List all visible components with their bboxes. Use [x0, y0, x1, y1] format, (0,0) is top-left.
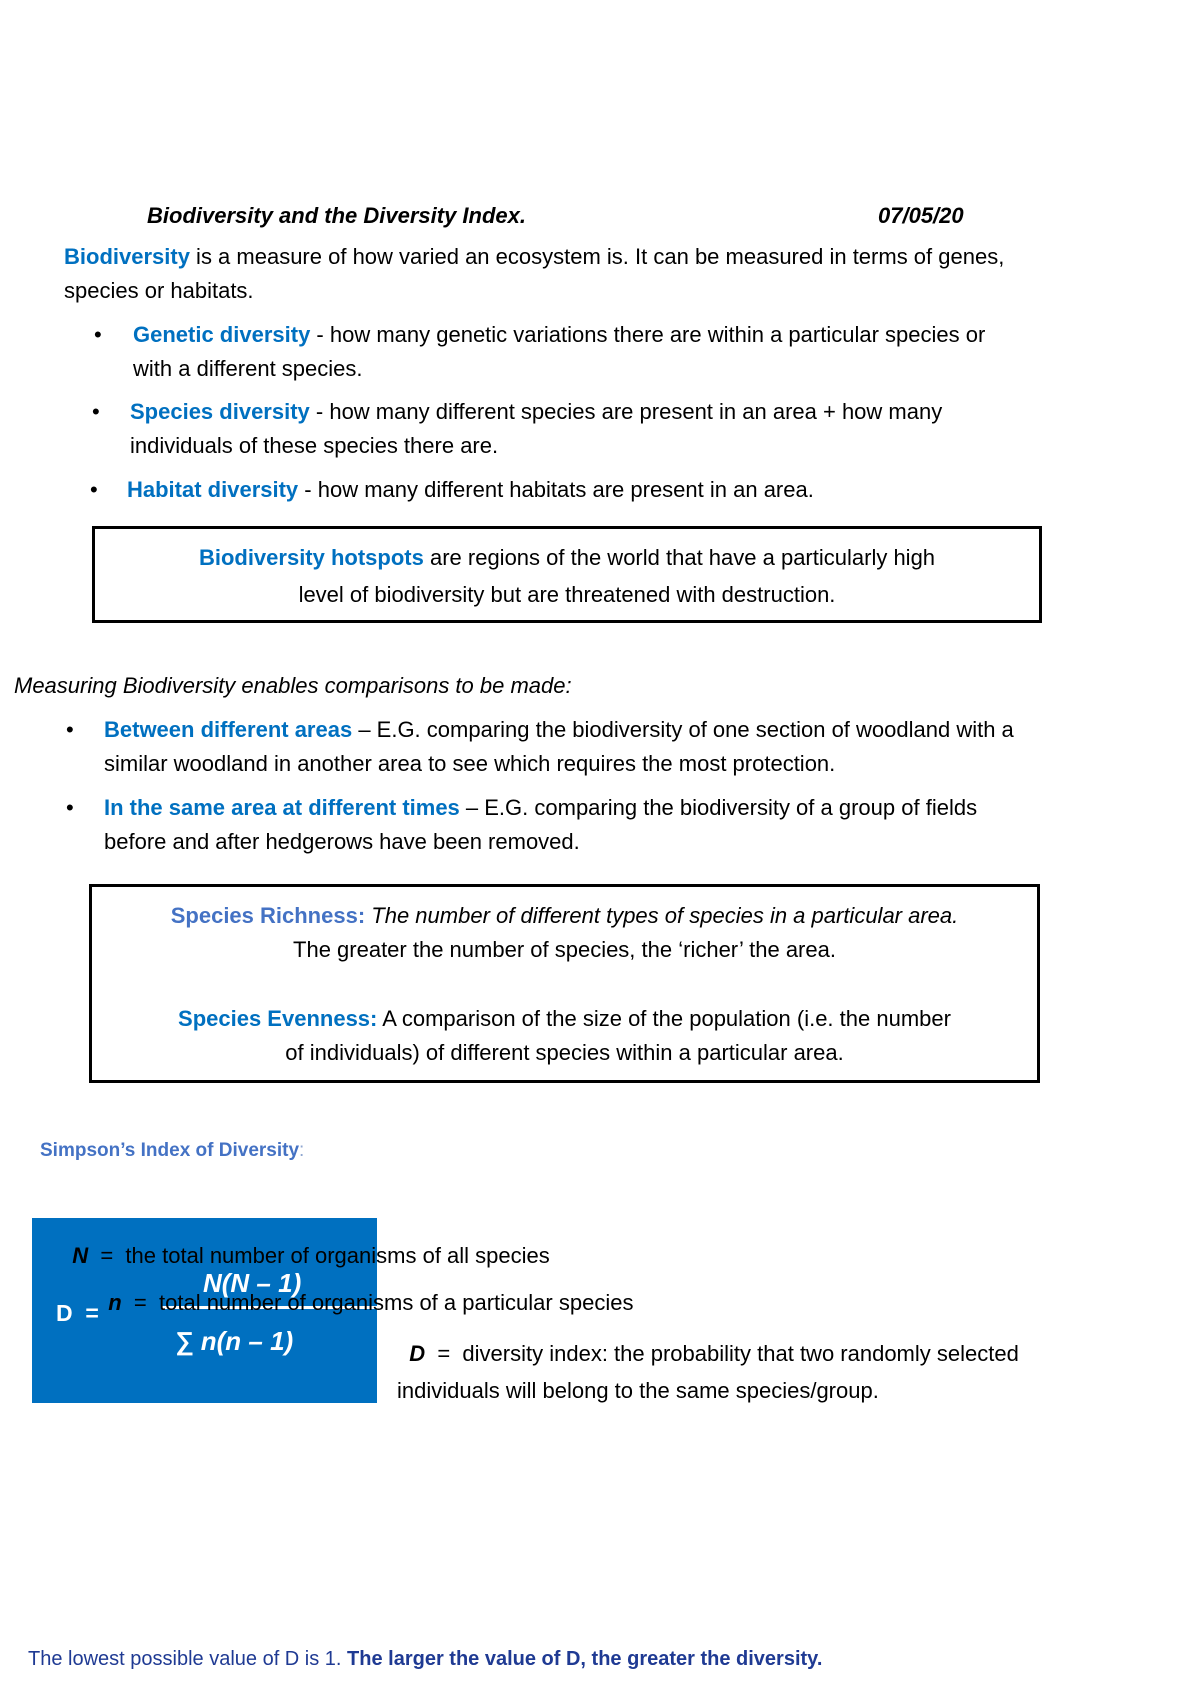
formula-denominator: ∑ n(n – 1): [175, 1326, 294, 1356]
hotspot-term: Biodiversity hotspots: [198, 545, 424, 570]
definition-symbol: N: [72, 1243, 89, 1268]
richness-text: [92, 899, 1037, 967]
hotspot-rest: are regions of the world that have a particularly high: [423, 545, 936, 570]
definition-text: = total number of organisms of a particular species: [133, 1290, 634, 1315]
bullet-dot: •: [66, 795, 74, 820]
measuring-term: In the same area at different times: [104, 795, 460, 820]
definition-D: [397, 1298, 1019, 1409]
measuring-heading: Measuring Biodiversity enables comparisons to be made:: [14, 673, 572, 698]
simpson-heading-colon: :: [299, 1140, 305, 1161]
page-date: 07/05/20: [878, 203, 964, 228]
bullet-species: [130, 395, 1170, 463]
bullet-text: - how many different species are present in an area + how many: [309, 399, 943, 424]
footer-note-normal: The lowest possible value of D is 1.: [28, 1648, 348, 1670]
measuring-text-line2: before and after hedgerows have been removed.: [104, 829, 580, 854]
bullet-habitat: [127, 473, 1167, 507]
bullet-term: Genetic diversity: [133, 322, 311, 347]
evenness-text: [92, 1002, 1037, 1070]
richness-def: The number of different types of species in a particular area.: [365, 903, 959, 928]
definition-symbol: n: [108, 1290, 122, 1315]
measuring-item-areas: [104, 713, 1194, 781]
hotspot-line2: level of biodiversity but are threatened with destruction.: [298, 582, 836, 607]
measuring-item-times: [104, 791, 1194, 859]
evenness-def: A comparison of the size of the population (i.e. the number: [377, 1006, 951, 1031]
definition-text: = diversity index: the probability that two randomly selected: [437, 1341, 1019, 1366]
bullet-dot: •: [66, 717, 74, 742]
bullet-text-line2: with a different species.: [133, 356, 363, 381]
richness-line2: The greater the number of species, the ‘richer’ the area.: [293, 937, 836, 962]
hotspot-box: [92, 526, 1042, 623]
definition-text: = the total number of organisms of all species: [100, 1243, 550, 1268]
bullet-text-line2: individuals of these species there are.: [130, 433, 499, 458]
page-title: Biodiversity and the Diversity Index.: [147, 203, 527, 228]
intro-text-line2: species or habitats.: [64, 278, 254, 303]
evenness-term: Species Evenness:: [178, 1006, 378, 1031]
definition-text-line2: individuals will belong to the same species/group.: [397, 1378, 879, 1403]
intro-text: is a measure of how varied an ecosystem is. It can be measured in terms of genes,: [189, 244, 1005, 269]
hotspot-text: [95, 539, 1039, 613]
measuring-text: – E.G. comparing the biodiversity of one section of woodland with a: [352, 717, 1014, 742]
simpson-heading: [40, 1140, 304, 1162]
richness-term: Species Richness:: [170, 903, 366, 928]
bullet-genetic: [133, 318, 1173, 386]
bullet-dot: •: [90, 477, 98, 502]
bullet-text: - how many genetic variations there are within a particular species or: [310, 322, 986, 347]
bullet-term: Habitat diversity: [127, 477, 299, 502]
richness-evenness-box: [89, 884, 1040, 1083]
footer-note-bold: The larger the value of D, the greater the diversity.: [347, 1648, 823, 1670]
measuring-text-line2: similar woodland in another area to see which requires the most protection.: [104, 751, 836, 776]
formula-d-label: D =: [56, 1300, 99, 1326]
bullet-dot: •: [92, 399, 100, 424]
intro-paragraph: [64, 240, 1184, 308]
measuring-term: Between different areas: [104, 717, 353, 742]
simpson-heading-text: Simpson’s Index of Diversity: [40, 1140, 300, 1161]
intro-term: Biodiversity: [64, 244, 190, 269]
measuring-text: – E.G. comparing the biodiversity of a group of fields: [459, 795, 978, 820]
bullet-term: Species diversity: [130, 399, 310, 424]
footer-note: [28, 1648, 822, 1671]
bullet-text: - how many different habitats are present in an area.: [298, 477, 814, 502]
evenness-line2: of individuals) of different species within a particular area.: [285, 1040, 844, 1065]
formula-numerator: N(N – 1): [203, 1268, 302, 1298]
bullet-dot: •: [94, 322, 102, 347]
definition-symbol: D: [409, 1341, 426, 1366]
